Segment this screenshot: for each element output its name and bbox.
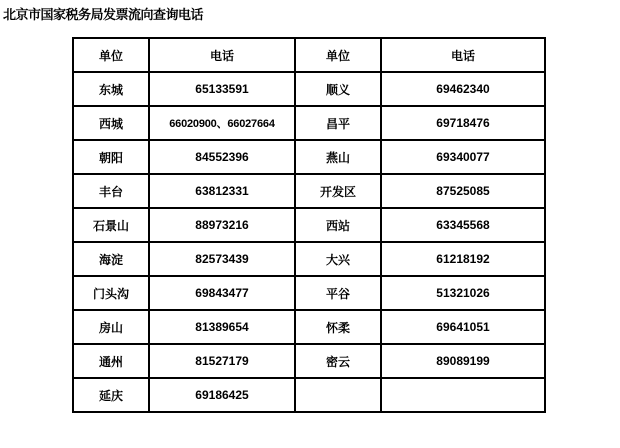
phone-cell: 69843477 [149, 276, 295, 310]
unit-cell: 丰台 [73, 174, 149, 208]
phone-cell: 69718476 [381, 106, 545, 140]
unit-cell: 西站 [295, 208, 381, 242]
phone-cell: 82573439 [149, 242, 295, 276]
header-unit-left: 单位 [73, 38, 149, 72]
unit-cell: 密云 [295, 344, 381, 378]
phone-cell: 69641051 [381, 310, 545, 344]
table-row [73, 276, 545, 310]
phone-cell: 63345568 [381, 208, 545, 242]
phone-cell: 81389654 [149, 310, 295, 344]
unit-cell: 大兴 [295, 242, 381, 276]
phone-cell: 81527179 [149, 344, 295, 378]
unit-cell: 东城 [73, 72, 149, 106]
phone-cell: 89089199 [381, 344, 545, 378]
phone-cell: 65133591 [149, 72, 295, 106]
unit-cell: 海淀 [73, 242, 149, 276]
unit-cell: 门头沟 [73, 276, 149, 310]
table-row [73, 208, 545, 242]
table-row [73, 242, 545, 276]
phone-cell: 63812331 [149, 174, 295, 208]
unit-cell: 朝阳 [73, 140, 149, 174]
unit-cell: 通州 [73, 344, 149, 378]
unit-cell: 开发区 [295, 174, 381, 208]
unit-cell: 房山 [73, 310, 149, 344]
table-row [73, 140, 545, 174]
header-phone-right: 电话 [381, 38, 545, 72]
phone-cell: 69340077 [381, 140, 545, 174]
phone-cell: 51321026 [381, 276, 545, 310]
table-row [73, 106, 545, 140]
table-row [73, 174, 545, 208]
table-row [73, 310, 545, 344]
phone-cell: 69186425 [149, 378, 295, 412]
phone-directory-table [72, 37, 546, 413]
phone-cell: 88973216 [149, 208, 295, 242]
table-row [73, 344, 545, 378]
unit-cell: 怀柔 [295, 310, 381, 344]
empty-cell [295, 378, 381, 412]
empty-cell [381, 378, 545, 412]
header-unit-right: 单位 [295, 38, 381, 72]
page-title: 北京市国家税务局发票流向查询电话 [3, 8, 204, 23]
unit-cell: 西城 [73, 106, 149, 140]
unit-cell: 顺义 [295, 72, 381, 106]
unit-cell: 平谷 [295, 276, 381, 310]
phone-cell: 61218192 [381, 242, 545, 276]
phone-cell: 84552396 [149, 140, 295, 174]
unit-cell: 延庆 [73, 378, 149, 412]
phone-cell: 66020900、66027664 [149, 106, 295, 140]
table-header-row [73, 38, 545, 72]
unit-cell: 石景山 [73, 208, 149, 242]
unit-cell: 燕山 [295, 140, 381, 174]
phone-cell: 69462340 [381, 72, 545, 106]
header-phone-left: 电话 [149, 38, 295, 72]
unit-cell: 昌平 [295, 106, 381, 140]
phone-cell: 87525085 [381, 174, 545, 208]
table-row [73, 378, 545, 412]
table-row [73, 72, 545, 106]
